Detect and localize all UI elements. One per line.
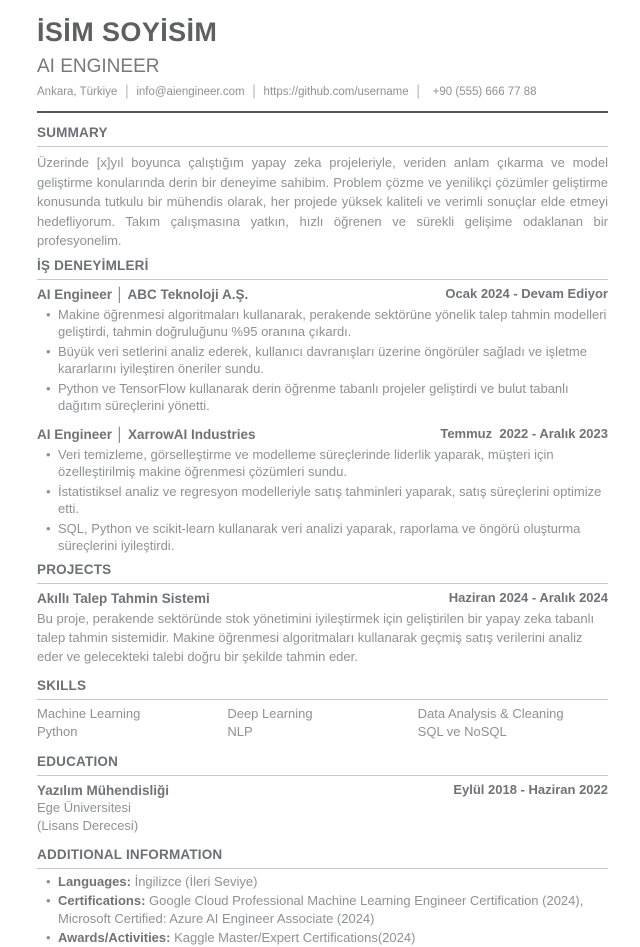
contact-github: https://github.com/username	[263, 86, 409, 98]
job-bullet-list	[37, 306, 608, 415]
job-header-row	[37, 286, 608, 303]
job-bullet: • SQL, Python ve scikit-learn kullanarak veri analizi yaparak, raporlama ve öngörü oluşturma süreçlerini iyileştirdi.	[58, 520, 608, 555]
resume-header	[37, 17, 608, 113]
job-header-row	[37, 426, 608, 443]
job-bullet: • İstatistiksel analiz ve regresyon modelleriyle satış tahminleri yaparak, satış süreçlerini optimize etti.	[58, 483, 608, 518]
info-item	[58, 873, 608, 891]
info-label: Languages:	[58, 873, 131, 889]
skill-item: Data Analysis & Cleaning	[417, 705, 564, 721]
education-dates: Eylül 2018 - Haziran 2022	[453, 781, 608, 797]
info-label: Certifications:	[58, 893, 146, 908]
skill-item: NLP	[227, 724, 253, 739]
info-item	[58, 892, 608, 927]
skill-item: Deep Learning	[227, 705, 313, 721]
info-label: Awards/Activities:	[58, 930, 171, 945]
section-projects	[37, 562, 608, 666]
pipe-separator-icon: |	[252, 84, 256, 100]
job-title-company: AI Engineer │ XarrowAI Industries	[37, 426, 256, 442]
section-experience	[37, 258, 608, 555]
skill-item: Machine Learning	[37, 705, 141, 721]
project-header-row	[37, 590, 608, 607]
projects-heading: PROJECTS	[37, 562, 608, 584]
education-heading: EDUCATION	[37, 754, 608, 776]
project-title: Akıllı Talep Tahmin Sistemi	[37, 590, 210, 606]
project-dates: Haziran 2024 - Aralık 2024	[448, 589, 608, 605]
pipe-separator-icon: |	[416, 84, 420, 100]
contact-email: info@aiengineer.com	[136, 86, 245, 98]
section-additional	[37, 847, 608, 947]
education-note: (Lisans Derecesi)	[37, 817, 139, 833]
job-entry	[37, 286, 608, 415]
job-bullet-list	[37, 446, 608, 555]
project-entry	[37, 590, 608, 666]
education-header-row	[37, 782, 608, 799]
additional-list	[37, 873, 608, 947]
header-divider	[37, 111, 608, 113]
skill-item: SQL ve NoSQL	[417, 724, 507, 739]
info-item	[58, 929, 608, 947]
skills-heading: SKILLS	[37, 678, 608, 700]
job-bullet: • Büyük veri setlerini analiz ederek, kullanıcı davranışları üzerine öngörüler sağladı ve işletme kararlarını iyileştiren öneriler sundu.	[58, 343, 608, 378]
job-bullet: • Makine öğrenmesi algoritmaları kullanarak, perakende sektörüne yönelik talep tahmin modelleri geliştirdi, tahmin doğruluğunu %95 oranına çıkardı.	[58, 306, 608, 341]
job-title-company: AI Engineer │ ABC Teknoloji A.Ş.	[37, 286, 249, 302]
job-dates: Ocak 2024 - Devam Ediyor	[445, 285, 608, 301]
skill-item: Python	[37, 724, 78, 739]
section-skills	[37, 678, 608, 742]
info-text: Kaggle Master/Expert Certifications(2024)	[174, 930, 416, 945]
job-dates: Temmuz 2022 - Aralık 2023	[440, 425, 608, 441]
person-role: AI ENGINEER	[37, 56, 160, 77]
job-entry	[37, 426, 608, 555]
contact-location: Ankara, Türkiye	[37, 86, 118, 98]
person-name: İSİM SOYİSİM	[37, 17, 218, 47]
section-education	[37, 754, 608, 835]
section-summary	[37, 125, 608, 251]
education-degree: Yazılım Mühendisliği	[37, 782, 170, 798]
contact-phone: +90 (555) 666 77 88	[432, 86, 537, 98]
summary-heading: SUMMARY	[37, 125, 608, 147]
skills-grid	[37, 705, 608, 742]
project-description: Bu proje, perakende sektöründe stok yönetimini iyileştirmek için geliştirilen bir yapay zeka tabanlı talep tahmin sistemidir. Makine öğrenmesi algoritmaları kullanarak geçmiş satış verilerini analiz eder ve gelecekteki talebi doğru bir şekilde tahmin eder.	[37, 610, 595, 664]
additional-heading: ADDITIONAL INFORMATION	[37, 847, 608, 869]
education-entry	[37, 782, 608, 835]
summary-text: Üzerinde [x]yıl boyunca çalıştığım yapay zeka projeleriyle, veriden anlam çıkarma ve model geliştirme konularında derin bir deneyime sahibim. Problem çözme ve yenilikçi çözümler geliştirme konusunda tutkulu bir mühendis olarak, her projede yüksek kaliteli ve verimli sonuçlar elde etmeyi hedefliyorum. Takım çalışmasına yatkın, hızlı öğrenen ve sürekli gelişime odaklanan bir profesyonelim.	[37, 155, 608, 248]
pipe-separator-icon: |	[125, 84, 129, 100]
job-bullet: • Python ve TensorFlow kullanarak derin öğrenme tabanlı projeler geliştirdi ve bulut tabanlı dağıtım süreçlerini yönetti.	[58, 380, 608, 415]
job-bullet: • Veri temizleme, görselleştirme ve modelleme süreçlerinde liderlik yaparak, müşteri için özelleştirilmiş makine öğrenmesi çözümleri sundu.	[58, 446, 608, 481]
info-text: Google Cloud Professional Machine Learning Engineer Certification (2024), Microsoft Certified: Azure AI Engineer Associate (2024)	[58, 893, 584, 926]
experience-heading: İŞ DENEYİMLERİ	[37, 258, 608, 280]
education-school: Ege Üniversitesi	[37, 799, 131, 815]
info-text: İngilizce (İleri Seviye)	[134, 873, 258, 889]
contact-line	[37, 86, 608, 99]
